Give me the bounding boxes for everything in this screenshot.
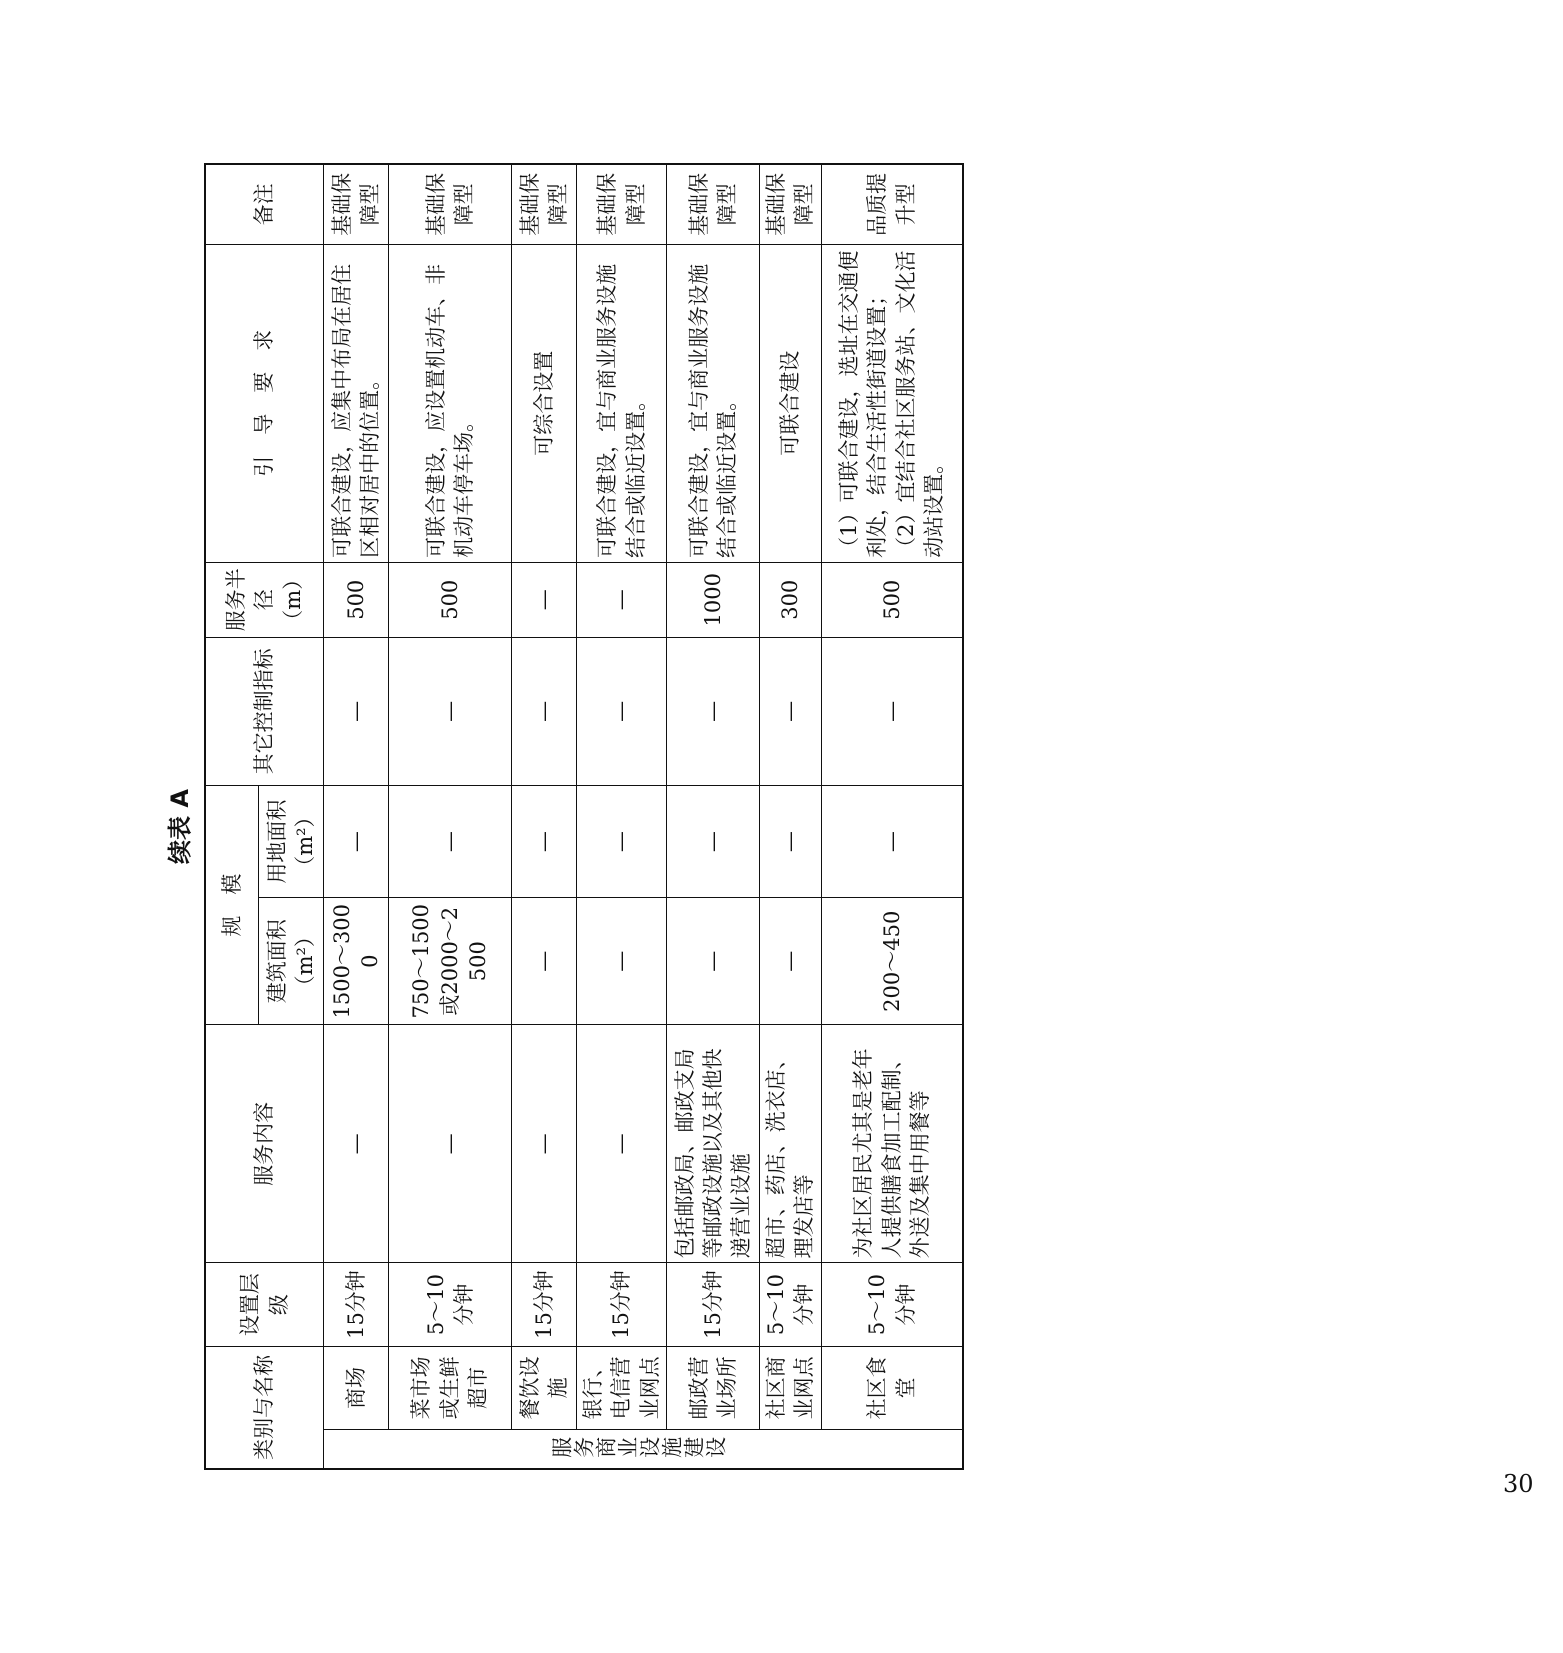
row-other: — bbox=[821, 637, 963, 785]
page-number: 30 bbox=[1503, 1470, 1534, 1498]
table-row bbox=[512, 164, 577, 1469]
row-other: — bbox=[667, 637, 760, 785]
row-guide: 可联合建设 bbox=[760, 244, 822, 562]
group-label: 服务商业设施建设 bbox=[324, 1430, 963, 1470]
header-service: 服务内容 bbox=[205, 1025, 324, 1263]
table-row bbox=[389, 164, 512, 1469]
row-service: — bbox=[389, 1025, 512, 1263]
row-service: — bbox=[512, 1025, 577, 1263]
row-note: 基础保障型 bbox=[512, 164, 577, 244]
header-land-area: 用地面积 （m²） bbox=[259, 786, 324, 898]
row-level: 5～10分钟 bbox=[760, 1263, 822, 1346]
row-name: 社区食堂 bbox=[821, 1346, 963, 1429]
row-radius: 500 bbox=[821, 562, 963, 637]
row-other: — bbox=[324, 637, 389, 785]
row-radius: 1000 bbox=[667, 562, 760, 637]
row-name: 商场 bbox=[324, 1346, 389, 1429]
row-radius: 500 bbox=[324, 562, 389, 637]
facility-table bbox=[204, 163, 964, 1470]
row-guide: 可联合建设，应设置机动车、非机动车停车场。 bbox=[389, 244, 512, 562]
row-building: — bbox=[577, 898, 667, 1025]
table-row bbox=[577, 164, 667, 1469]
row-guide: 可综合设置 bbox=[512, 244, 577, 562]
header-category: 类别与名称 bbox=[205, 1346, 324, 1469]
row-note: 基础保障型 bbox=[577, 164, 667, 244]
row-level: 15分钟 bbox=[667, 1263, 760, 1346]
header-building-area: 建筑面积 （m²） bbox=[259, 898, 324, 1025]
row-level: 15分钟 bbox=[512, 1263, 577, 1346]
row-level: 15分钟 bbox=[324, 1263, 389, 1346]
row-guide: 可联合建设，宜与商业服务设施结合或临近设置。 bbox=[667, 244, 760, 562]
row-radius: — bbox=[512, 562, 577, 637]
row-other: — bbox=[512, 637, 577, 785]
row-note: 基础保障型 bbox=[389, 164, 512, 244]
row-service: — bbox=[324, 1025, 389, 1263]
row-guide: 可联合建设，应集中布局在居住区相对居中的位置。 bbox=[324, 244, 389, 562]
table-row bbox=[821, 164, 963, 1469]
row-land: — bbox=[667, 786, 760, 898]
row-radius: 500 bbox=[389, 562, 512, 637]
row-building: 200～450 bbox=[821, 898, 963, 1025]
row-land: — bbox=[324, 786, 389, 898]
table-row bbox=[760, 164, 822, 1469]
row-radius: — bbox=[577, 562, 667, 637]
row-name: 餐饮设施 bbox=[512, 1346, 577, 1429]
row-note: 基础保障型 bbox=[760, 164, 822, 244]
header-level: 设置层级 bbox=[205, 1263, 324, 1346]
row-name: 邮政营业场所 bbox=[667, 1346, 760, 1429]
row-level: 15分钟 bbox=[577, 1263, 667, 1346]
header-radius: 服务半径 （m） bbox=[205, 562, 324, 637]
row-note: 基础保障型 bbox=[667, 164, 760, 244]
row-land: — bbox=[821, 786, 963, 898]
row-name: 银行、电信营业网点 bbox=[577, 1346, 667, 1429]
guide-line-1: （1）可联合建设，选址在交通便利处，结合生活性街道设置； bbox=[837, 250, 890, 558]
row-note: 品质提升型 bbox=[821, 164, 963, 244]
row-building: — bbox=[512, 898, 577, 1025]
row-land: — bbox=[577, 786, 667, 898]
row-other: — bbox=[577, 637, 667, 785]
row-building: 750～1500或2000～2500 bbox=[389, 898, 512, 1025]
row-other: — bbox=[389, 637, 512, 785]
header-note: 备注 bbox=[205, 164, 324, 244]
row-other: — bbox=[760, 637, 822, 785]
row-building: — bbox=[760, 898, 822, 1025]
row-level: 5～10分钟 bbox=[821, 1263, 963, 1346]
row-building: 1500～3000 bbox=[324, 898, 389, 1025]
row-level: 5～10分钟 bbox=[389, 1263, 512, 1346]
row-service: 超市、药店、洗衣店、理发店等 bbox=[760, 1025, 822, 1263]
table-row bbox=[667, 164, 760, 1469]
header-row-1 bbox=[205, 164, 259, 1469]
header-scale: 规 模 bbox=[205, 786, 259, 1025]
row-land: — bbox=[389, 786, 512, 898]
row-service: 包括邮政局、邮政支局等邮政设施以及其他快递营业设施 bbox=[667, 1025, 760, 1263]
row-note: 基础保障型 bbox=[324, 164, 389, 244]
header-guide: 引 导 要 求 bbox=[205, 244, 324, 562]
header-other: 其它控制指标 bbox=[205, 637, 324, 785]
row-guide bbox=[821, 244, 963, 562]
table-caption: 续表 A bbox=[166, 789, 194, 864]
row-name: 社区商业网点 bbox=[760, 1346, 822, 1429]
row-building: — bbox=[667, 898, 760, 1025]
row-service: 为社区居民尤其是老年人提供膳食加工配制、外送及集中用餐等 bbox=[821, 1025, 963, 1263]
row-radius: 300 bbox=[760, 562, 822, 637]
guide-line-2: （2）宜结合社区服务站、文化活动站设置。 bbox=[893, 250, 947, 558]
row-land: — bbox=[760, 786, 822, 898]
row-land: — bbox=[512, 786, 577, 898]
row-guide: 可联合建设，宜与商业服务设施结合或临近设置。 bbox=[577, 244, 667, 562]
row-service: — bbox=[577, 1025, 667, 1263]
row-name: 菜市场或生鲜超市 bbox=[389, 1346, 512, 1429]
table-row bbox=[324, 164, 389, 1469]
